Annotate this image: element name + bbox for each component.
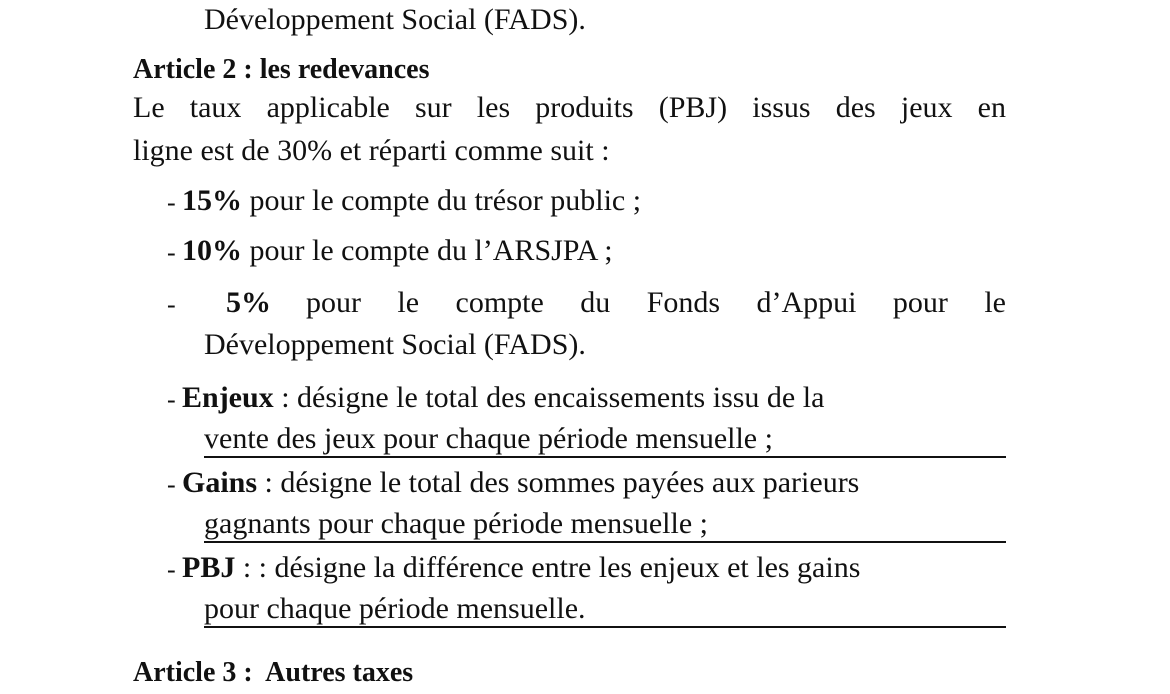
definition-text: : : désigne la différence entre les enjeux et les gains (235, 551, 861, 584)
article-2-heading: Article 2 : les redevances (133, 54, 430, 85)
underline-rule (204, 541, 1006, 543)
bullet-text-continued: Développement Social (FADS). (204, 328, 586, 361)
definition-term: PBJ (182, 551, 236, 584)
definition-text-continued: gagnants pour chaque période mensuelle ; (204, 507, 708, 540)
definition-term: Enjeux (182, 381, 274, 414)
article-2-paragraph-line-2: ligne est de 30% et réparti comme suit : (133, 134, 610, 167)
definition-text-continued: vente des jeux pour chaque période mensuelle ; (204, 422, 773, 455)
definition-dash: - (167, 385, 176, 414)
bullet-percent: 5% (226, 286, 271, 319)
bullet-text: pour le compte du Fonds d’Appui pour le (306, 286, 1006, 319)
bullet-percent: 10% (182, 234, 242, 267)
definition-pbj (182, 550, 860, 586)
definition-dash: - (167, 470, 176, 499)
bullet-text: pour le compte du trésor public ; (242, 184, 642, 217)
continuation-line (204, 2, 586, 38)
definition-text: : désigne le total des encaissements issu de la (273, 381, 825, 414)
article-3-heading: Article 3 : Autres taxes (133, 657, 414, 688)
bullet-dash: - (167, 290, 176, 319)
underline-rule (204, 626, 1006, 628)
definition-dash: - (167, 555, 176, 584)
bullet-dash: - (167, 238, 176, 267)
definition-enjeux (182, 380, 824, 416)
underline-rule (204, 456, 1006, 458)
article-2-paragraph-line-1: Le taux applicable sur les produits (PBJ) issus des jeux en (133, 91, 1006, 124)
definition-gains (182, 465, 859, 501)
bullet-dash: - (167, 188, 176, 217)
definition-text: : désigne le total des sommes payées aux parieurs (257, 466, 860, 499)
bullet-item-arsjpa (182, 233, 613, 269)
definition-term: Gains (182, 466, 258, 499)
definition-text-continued: pour chaque période mensuelle. (204, 592, 586, 625)
bullet-percent: 15% (182, 184, 242, 217)
bullet-item-fads (226, 285, 1006, 321)
continuation-text: Développement Social (FADS). (204, 3, 586, 36)
bullet-text: pour le compte du l’ARSJPA ; (242, 234, 613, 267)
bullet-item-treasury (182, 183, 641, 219)
